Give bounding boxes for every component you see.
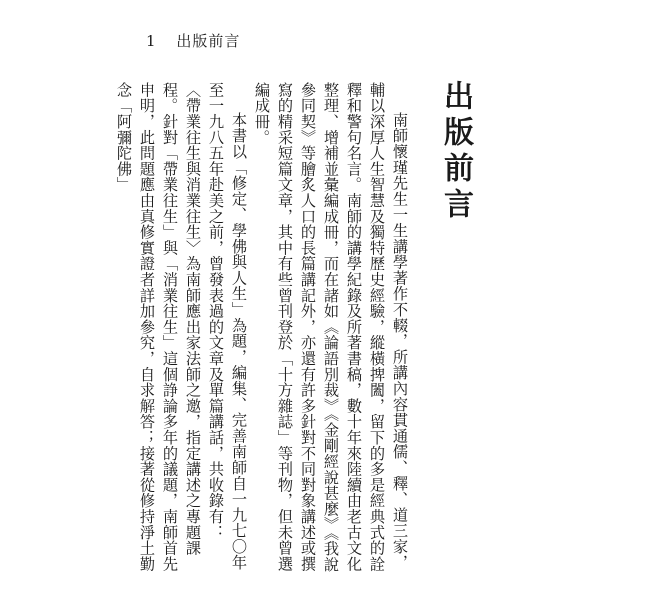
paragraph-scope: 本書以「修定、學佛與人生」為題，編集、完善南師自一九七〇年至一九八五年赴美之前，曾發表過的文章及單篇講話，共收錄有：	[207, 82, 248, 571]
paragraph-first-article: 〈帶業往生與消業往生〉為南師應出家法師之邀，指定講述之專題課程。針對「帶業往生」與「消業往生」這個諍論多年的議題，南師首先申明，此問題應由真修實證者詳加參究，自求解答；接著從修持淨土勤念「阿彌陀佛」	[115, 82, 202, 572]
running-title: 出版前言	[176, 32, 241, 50]
running-header	[146, 30, 240, 51]
paragraph-intro: 南師懷瑾先生一生講學著作不輟，所講內容貫通儒、釋、道三家，輔以深厚人生智慧及獨特歷史經驗，縱橫捭闔，留下的多是經典式的詮釋和警句名言。南師的講學紀錄及所著書稿，數十年來陸續由老古文化整理、增補並彙編成冊，而在諸如《論語別裁》《金剛經說甚麼》《我說參同契》等膾炙人口的長篇講記外，亦還有許多針對不同對象講述或撰寫的精采短篇文章，其中有些曾刊登於「十方雜誌」等刊物，但未曾選編成冊。	[253, 82, 409, 573]
page-number: 1	[146, 32, 157, 50]
page-title: 出版前言	[438, 80, 473, 224]
body-text	[115, 82, 411, 582]
